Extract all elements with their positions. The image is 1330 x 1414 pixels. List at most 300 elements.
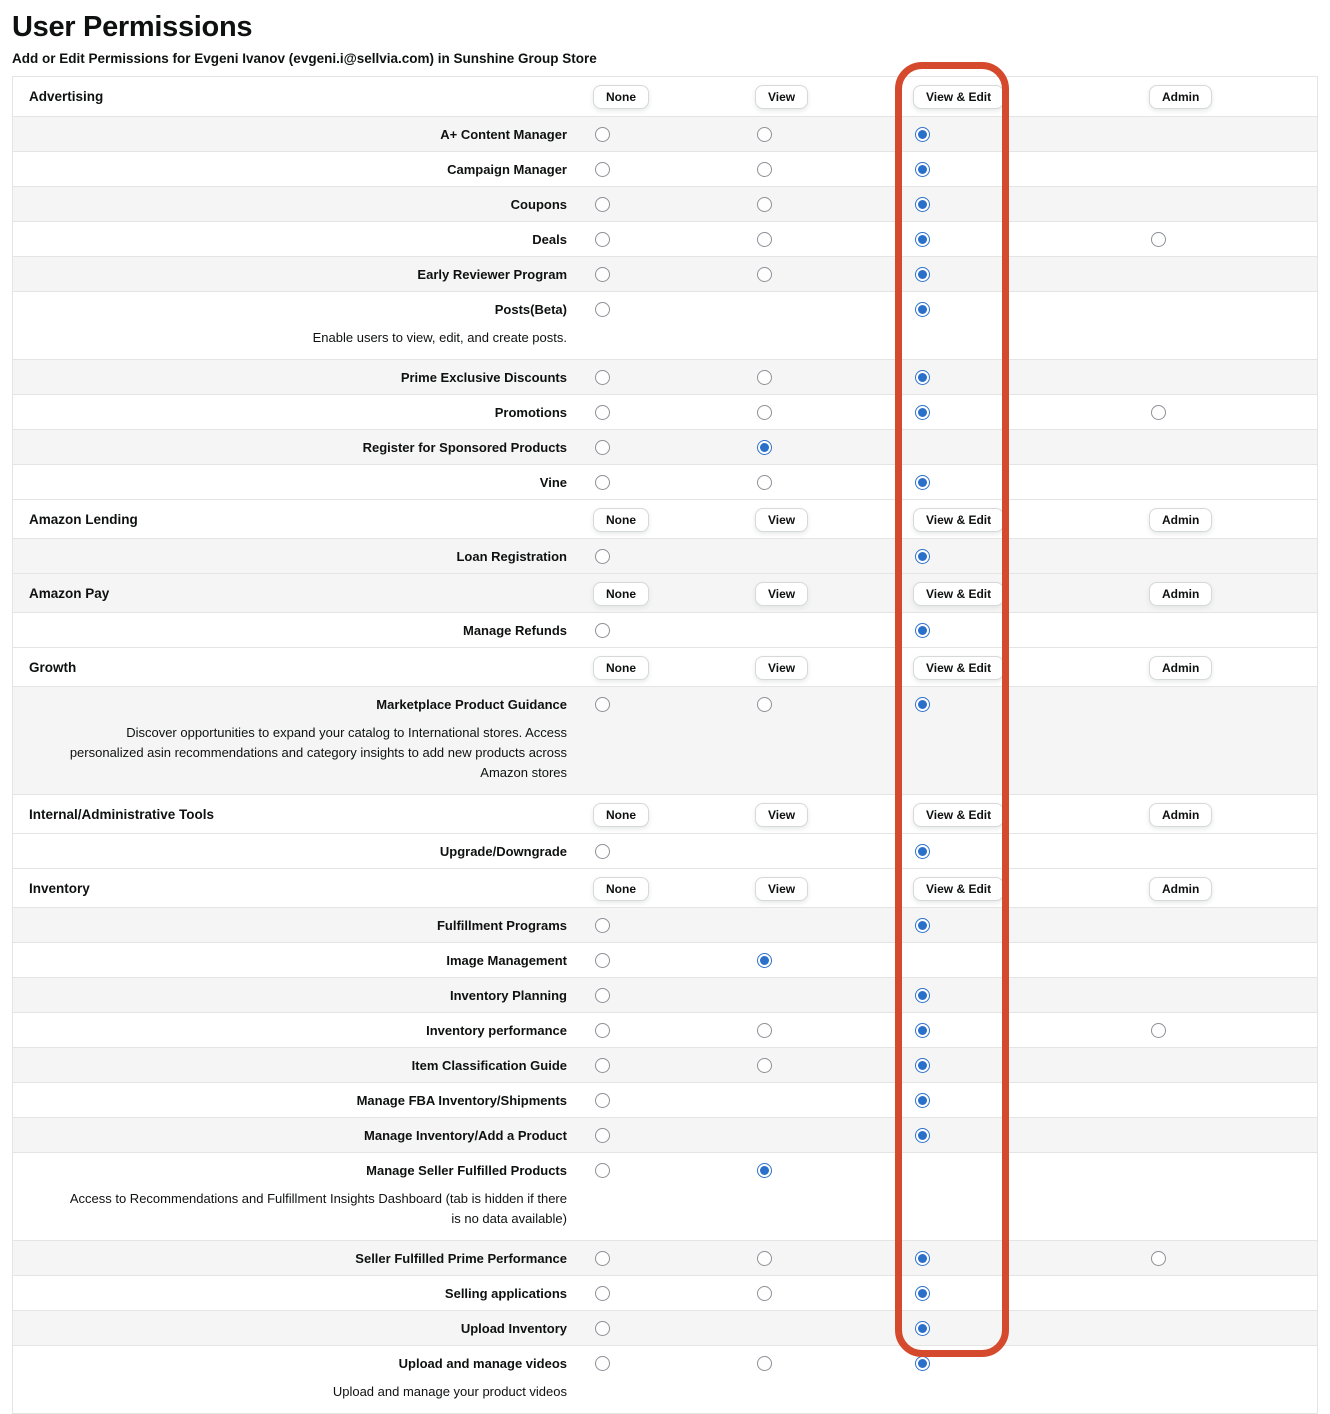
section-name: Amazon Lending (29, 511, 138, 527)
radio-none[interactable] (595, 988, 610, 1003)
section-button-cell (907, 500, 1143, 539)
radio-cell-none (587, 834, 749, 868)
section-button-cell (749, 574, 907, 613)
radio-view[interactable] (757, 1058, 772, 1073)
section-button-cell (1143, 648, 1317, 687)
radio-view[interactable] (757, 405, 772, 420)
radio-none[interactable] (595, 1251, 610, 1266)
radio-view-edit-selected[interactable] (915, 1023, 930, 1038)
radio-cell-admin (1143, 978, 1317, 1012)
radio-cell-none (587, 539, 749, 573)
radio-view-edit-selected[interactable] (915, 127, 930, 142)
radio-cell-view-edit (907, 257, 1143, 291)
permission-row-upload-and-manage-videos (13, 1345, 1317, 1413)
radio-cell-view (749, 687, 907, 721)
permission-label: Coupons (510, 196, 567, 212)
permission-label-cell (13, 943, 587, 977)
permission-description-text: Upload and manage your product videos (332, 1384, 567, 1399)
none-bulk-button[interactable]: None (593, 582, 649, 606)
view-bulk-button[interactable]: View (755, 508, 808, 532)
view-bulk-button[interactable]: View (755, 803, 808, 827)
section-name: Inventory (29, 880, 90, 896)
radio-cell-view-edit (907, 834, 1143, 868)
radio-cell-admin (1143, 1013, 1317, 1047)
radio-none[interactable] (595, 1023, 610, 1038)
section-button-cell (907, 77, 1143, 116)
permission-label: Vine (539, 474, 567, 490)
radio-cell-admin (1143, 943, 1317, 977)
radio-cell-none (587, 187, 749, 221)
permission-label: Upload Inventory (460, 1320, 567, 1336)
section-button-cell (749, 795, 907, 834)
radio-none[interactable] (595, 267, 610, 282)
permission-row-posts-beta (13, 291, 1317, 359)
radio-cell-admin (1143, 117, 1317, 151)
section-button-cell (907, 869, 1143, 908)
radio-cell-view (749, 1346, 907, 1380)
admin-bulk-button[interactable]: Admin (1149, 803, 1212, 827)
permission-label-cell (13, 1048, 587, 1082)
view-edit-bulk-button[interactable]: View & Edit (913, 582, 1004, 606)
permission-description (13, 326, 587, 359)
radio-none[interactable] (595, 232, 610, 247)
permission-label-cell (13, 908, 587, 942)
permissions-table (12, 76, 1318, 1414)
view-edit-bulk-button[interactable]: View & Edit (913, 85, 1004, 109)
radio-view-edit-selected[interactable] (915, 302, 930, 317)
radio-view-edit-selected[interactable] (915, 1286, 930, 1301)
radio-none[interactable] (595, 953, 610, 968)
radio-cell-view (749, 1048, 907, 1082)
view-bulk-button[interactable]: View (755, 582, 808, 606)
radio-cell-none (587, 1013, 749, 1047)
permission-label-cell (13, 539, 587, 573)
permission-row-inventory-planning (13, 977, 1317, 1012)
section-button-cell (907, 795, 1143, 834)
radio-none[interactable] (595, 1163, 610, 1178)
radio-view-edit-selected[interactable] (915, 1058, 930, 1073)
section-button-cell (587, 795, 749, 834)
radio-view-edit-selected[interactable] (915, 697, 930, 712)
radio-cell-none (587, 1153, 749, 1187)
permission-row-manage-inventory-add-a-product (13, 1117, 1317, 1152)
admin-bulk-button[interactable]: Admin (1149, 877, 1212, 901)
section-header-internal-administrative-tools (13, 794, 1317, 833)
section-header-amazon-pay (13, 573, 1317, 612)
radio-none[interactable] (595, 1356, 610, 1371)
permission-label: Manage FBA Inventory/Shipments (356, 1092, 567, 1108)
section-header-amazon-lending (13, 499, 1317, 538)
radio-cell-view-edit (907, 1276, 1143, 1310)
radio-cell-none (587, 1311, 749, 1345)
view-bulk-button[interactable]: View (755, 85, 808, 109)
permission-label: Item Classification Guide (411, 1057, 567, 1073)
permission-label-cell (13, 257, 587, 291)
permission-row-marketplace-product-guidance (13, 686, 1317, 794)
radio-view[interactable] (757, 1251, 772, 1266)
radio-cell-view (749, 1311, 907, 1345)
section-button-cell (1143, 500, 1317, 539)
radio-view-selected[interactable] (757, 440, 772, 455)
permission-row-item-classification-guide (13, 1047, 1317, 1082)
radio-none[interactable] (595, 1128, 610, 1143)
radio-cell-none (587, 152, 749, 186)
page-header (0, 0, 1330, 69)
radio-cell-view-edit (907, 1241, 1143, 1275)
radio-cell-admin (1143, 1048, 1317, 1082)
view-edit-bulk-button[interactable]: View & Edit (913, 877, 1004, 901)
permission-label: Inventory Planning (449, 987, 567, 1003)
radio-cell-none (587, 613, 749, 647)
permission-description (13, 1187, 587, 1240)
permission-label: Promotions (494, 404, 567, 420)
permission-row-selling-applications (13, 1275, 1317, 1310)
section-header-advertising (13, 77, 1317, 116)
radio-cell-none (587, 360, 749, 394)
radio-none[interactable] (595, 475, 610, 490)
permission-label: A+ Content Manager (440, 126, 567, 142)
permission-row-manage-fba-inventory-shipments (13, 1082, 1317, 1117)
radio-view-edit-selected[interactable] (915, 405, 930, 420)
permission-label: Register for Sponsored Products (362, 439, 567, 455)
permission-row-coupons (13, 186, 1317, 221)
radio-view-edit-selected[interactable] (915, 844, 930, 859)
section-name: Advertising (29, 88, 104, 104)
none-bulk-button[interactable]: None (593, 877, 649, 901)
radio-cell-view-edit (907, 222, 1143, 256)
radio-view-edit-selected[interactable] (915, 1093, 930, 1108)
radio-cell-admin (1143, 687, 1317, 721)
radio-cell-view-edit (907, 943, 1143, 977)
radio-none[interactable] (595, 697, 610, 712)
section-name: Growth (29, 659, 77, 675)
radio-view[interactable] (757, 1286, 772, 1301)
radio-view-edit-selected[interactable] (915, 475, 930, 490)
permission-description (13, 721, 587, 794)
section-button-cell (749, 77, 907, 116)
section-button-cell (587, 500, 749, 539)
radio-cell-view (749, 1118, 907, 1152)
section-header-growth (13, 647, 1317, 686)
radio-none[interactable] (595, 405, 610, 420)
view-edit-bulk-button[interactable]: View & Edit (913, 656, 1004, 680)
none-bulk-button[interactable]: None (593, 656, 649, 680)
radio-cell-view-edit (907, 613, 1143, 647)
radio-view[interactable] (757, 697, 772, 712)
permission-label: Manage Refunds (462, 622, 567, 638)
radio-view-edit-selected[interactable] (915, 197, 930, 212)
radio-cell-view (749, 943, 907, 977)
radio-cell-none (587, 978, 749, 1012)
permission-row-upload-inventory (13, 1310, 1317, 1345)
radio-none[interactable] (595, 623, 610, 638)
section-button-cell (1143, 795, 1317, 834)
permission-row-a-content-manager (13, 116, 1317, 151)
section-button-cell (587, 574, 749, 613)
radio-view-edit-selected[interactable] (915, 1128, 930, 1143)
radio-view[interactable] (757, 267, 772, 282)
radio-cell-none (587, 222, 749, 256)
radio-cell-view (749, 360, 907, 394)
radio-cell-view-edit (907, 292, 1143, 326)
radio-view[interactable] (757, 1356, 772, 1371)
permission-label-cell (13, 187, 587, 221)
permission-label-cell (13, 430, 587, 464)
radio-cell-none (587, 1118, 749, 1152)
permission-label: Image Management (446, 952, 567, 968)
radio-cell-none (587, 257, 749, 291)
permission-label: Prime Exclusive Discounts (400, 369, 567, 385)
permission-label-cell (13, 152, 587, 186)
radio-cell-view (749, 152, 907, 186)
radio-cell-none (587, 465, 749, 499)
radio-cell-view-edit (907, 1346, 1143, 1380)
admin-bulk-button[interactable]: Admin (1149, 656, 1212, 680)
permission-description (13, 1380, 587, 1413)
radio-cell-admin (1143, 1118, 1317, 1152)
radio-none[interactable] (595, 1058, 610, 1073)
admin-bulk-button[interactable]: Admin (1149, 508, 1212, 532)
radio-cell-view-edit (907, 1311, 1143, 1345)
radio-cell-none (587, 1048, 749, 1082)
radio-cell-admin (1143, 908, 1317, 942)
radio-cell-view-edit (907, 187, 1143, 221)
radio-cell-view-edit (907, 117, 1143, 151)
permission-label: Manage Seller Fulfilled Products (366, 1162, 567, 1178)
permission-row-deals (13, 221, 1317, 256)
permission-label-cell (13, 1276, 587, 1310)
permission-row-upgrade-downgrade (13, 833, 1317, 868)
permission-label: Upgrade/Downgrade (439, 843, 567, 859)
admin-bulk-button[interactable]: Admin (1149, 582, 1212, 606)
radio-admin[interactable] (1151, 405, 1166, 420)
radio-cell-view (749, 908, 907, 942)
radio-cell-admin (1143, 834, 1317, 868)
permission-row-image-management (13, 942, 1317, 977)
permission-row-manage-refunds (13, 612, 1317, 647)
radio-view-edit-selected[interactable] (915, 623, 930, 638)
radio-view-edit-selected[interactable] (915, 232, 930, 247)
permission-label: Early Reviewer Program (417, 266, 567, 282)
radio-cell-view-edit (907, 152, 1143, 186)
radio-cell-none (587, 1083, 749, 1117)
permission-row-vine (13, 464, 1317, 499)
radio-cell-view (749, 978, 907, 1012)
radio-view-edit-selected[interactable] (915, 549, 930, 564)
radio-cell-admin (1143, 395, 1317, 429)
view-edit-bulk-button[interactable]: View & Edit (913, 803, 1004, 827)
permission-label-cell (13, 1241, 587, 1275)
permission-label: Upload and manage videos (398, 1355, 567, 1371)
permission-label-cell (13, 978, 587, 1012)
radio-cell-admin (1143, 1241, 1317, 1275)
view-bulk-button[interactable]: View (755, 656, 808, 680)
section-button-cell (907, 574, 1143, 613)
radio-cell-admin (1143, 1276, 1317, 1310)
section-button-cell (1143, 869, 1317, 908)
radio-cell-view (749, 430, 907, 464)
permission-label-cell (13, 1118, 587, 1152)
radio-none[interactable] (595, 197, 610, 212)
radio-cell-view (749, 187, 907, 221)
radio-none[interactable] (595, 370, 610, 385)
permission-label-cell (13, 117, 587, 151)
radio-cell-view-edit (907, 978, 1143, 1012)
permission-description-text: Access to Recommendations and Fulfillment Insights Dashboard (tab is hidden if there is no data available) (69, 1191, 567, 1226)
radio-none[interactable] (595, 162, 610, 177)
section-name: Amazon Pay (29, 585, 110, 601)
view-bulk-button[interactable]: View (755, 877, 808, 901)
radio-view-edit-selected[interactable] (915, 1251, 930, 1266)
section-name: Internal/Administrative Tools (29, 806, 215, 822)
radio-cell-view-edit (907, 687, 1143, 721)
radio-cell-admin (1143, 539, 1317, 573)
permission-label: Seller Fulfilled Prime Performance (355, 1250, 567, 1266)
section-button-cell (1143, 574, 1317, 613)
radio-cell-none (587, 1276, 749, 1310)
radio-view-selected[interactable] (757, 1163, 772, 1178)
section-button-cell (749, 500, 907, 539)
radio-cell-view (749, 539, 907, 573)
section-button-cell (907, 648, 1143, 687)
permission-description-text: Enable users to view, edit, and create posts. (312, 330, 567, 345)
radio-none[interactable] (595, 549, 610, 564)
permission-row-fulfillment-programs (13, 907, 1317, 942)
radio-cell-view (749, 1241, 907, 1275)
radio-cell-none (587, 908, 749, 942)
radio-none[interactable] (595, 1093, 610, 1108)
permission-label-cell (13, 687, 587, 721)
radio-cell-admin (1143, 222, 1317, 256)
radio-none[interactable] (595, 844, 610, 859)
radio-cell-view-edit (907, 1048, 1143, 1082)
section-button-cell (587, 869, 749, 908)
radio-cell-view (749, 1276, 907, 1310)
radio-view-edit-selected[interactable] (915, 1321, 930, 1336)
page-subtitle: Add or Edit Permissions for Evgeni Ivanov (evgeni.i@sellvia.com) in Sunshine Group Store (12, 51, 597, 66)
radio-cell-admin (1143, 613, 1317, 647)
radio-cell-admin (1143, 1346, 1317, 1380)
view-edit-bulk-button[interactable]: View & Edit (913, 508, 1004, 532)
permission-label: Deals (532, 231, 567, 247)
radio-none[interactable] (595, 302, 610, 317)
section-header-inventory (13, 868, 1317, 907)
radio-cell-view (749, 613, 907, 647)
radio-cell-admin (1143, 465, 1317, 499)
radio-cell-view-edit (907, 539, 1143, 573)
radio-view-edit-selected[interactable] (915, 918, 930, 933)
radio-none[interactable] (595, 1286, 610, 1301)
radio-view[interactable] (757, 370, 772, 385)
radio-cell-view (749, 1153, 907, 1187)
section-button-cell (587, 77, 749, 116)
permission-row-loan-registration (13, 538, 1317, 573)
permission-label: Loan Registration (456, 548, 567, 564)
permission-row-seller-fulfilled-prime-performance (13, 1240, 1317, 1275)
radio-cell-view-edit (907, 1013, 1143, 1047)
radio-cell-none (587, 1241, 749, 1275)
radio-view-edit-selected[interactable] (915, 267, 930, 282)
radio-cell-none (587, 943, 749, 977)
radio-cell-view-edit (907, 1153, 1143, 1187)
radio-view[interactable] (757, 475, 772, 490)
radio-cell-admin (1143, 360, 1317, 394)
permission-label-cell (13, 1083, 587, 1117)
permission-label-cell (13, 360, 587, 394)
radio-none[interactable] (595, 127, 610, 142)
radio-view-edit-selected[interactable] (915, 370, 930, 385)
radio-view-edit-selected[interactable] (915, 988, 930, 1003)
permission-label: Campaign Manager (447, 161, 567, 177)
permission-label-cell (13, 292, 587, 326)
permission-row-manage-seller-fulfilled-products (13, 1152, 1317, 1240)
radio-admin[interactable] (1151, 1023, 1166, 1038)
radio-cell-view-edit (907, 465, 1143, 499)
radio-none[interactable] (595, 918, 610, 933)
radio-view[interactable] (757, 1023, 772, 1038)
radio-none[interactable] (595, 440, 610, 455)
radio-cell-view (749, 117, 907, 151)
admin-bulk-button[interactable]: Admin (1149, 85, 1212, 109)
section-button-cell (1143, 77, 1317, 116)
none-bulk-button[interactable]: None (593, 85, 649, 109)
none-bulk-button[interactable]: None (593, 508, 649, 532)
radio-cell-view (749, 834, 907, 868)
radio-admin[interactable] (1151, 1251, 1166, 1266)
permission-description-text: Discover opportunities to expand your catalog to International stores. Access personalized asin recommendations and category insights to add new products across Amazon stores (69, 725, 567, 780)
permission-label-cell (13, 395, 587, 429)
radio-cell-admin (1143, 430, 1317, 464)
radio-view[interactable] (757, 232, 772, 247)
permission-label-cell (13, 222, 587, 256)
permission-label: Marketplace Product Guidance (376, 696, 567, 712)
radio-view-selected[interactable] (757, 953, 772, 968)
permission-label-cell (13, 1346, 587, 1380)
radio-cell-view (749, 395, 907, 429)
radio-cell-view-edit (907, 430, 1143, 464)
radio-cell-admin (1143, 1153, 1317, 1187)
radio-cell-view (749, 222, 907, 256)
radio-cell-admin (1143, 1083, 1317, 1117)
permission-row-inventory-performance (13, 1012, 1317, 1047)
radio-view[interactable] (757, 197, 772, 212)
section-button-cell (749, 869, 907, 908)
permission-label: Inventory performance (426, 1022, 567, 1038)
radio-view[interactable] (757, 127, 772, 142)
radio-cell-view (749, 1013, 907, 1047)
radio-admin[interactable] (1151, 232, 1166, 247)
radio-view-edit-selected[interactable] (915, 162, 930, 177)
radio-view[interactable] (757, 162, 772, 177)
radio-cell-none (587, 292, 749, 326)
radio-cell-none (587, 430, 749, 464)
page-title: User Permissions (12, 11, 253, 43)
permission-row-early-reviewer-program (13, 256, 1317, 291)
radio-view-edit-selected[interactable] (915, 1356, 930, 1371)
radio-cell-view-edit (907, 1083, 1143, 1117)
radio-cell-admin (1143, 292, 1317, 326)
permission-label-cell (13, 834, 587, 868)
permission-label-cell (13, 613, 587, 647)
radio-cell-view-edit (907, 908, 1143, 942)
none-bulk-button[interactable]: None (593, 803, 649, 827)
section-button-cell (587, 648, 749, 687)
radio-none[interactable] (595, 1321, 610, 1336)
permission-label: Manage Inventory/Add a Product (364, 1127, 567, 1143)
radio-cell-view-edit (907, 360, 1143, 394)
permission-label-cell (13, 1153, 587, 1187)
radio-cell-none (587, 687, 749, 721)
